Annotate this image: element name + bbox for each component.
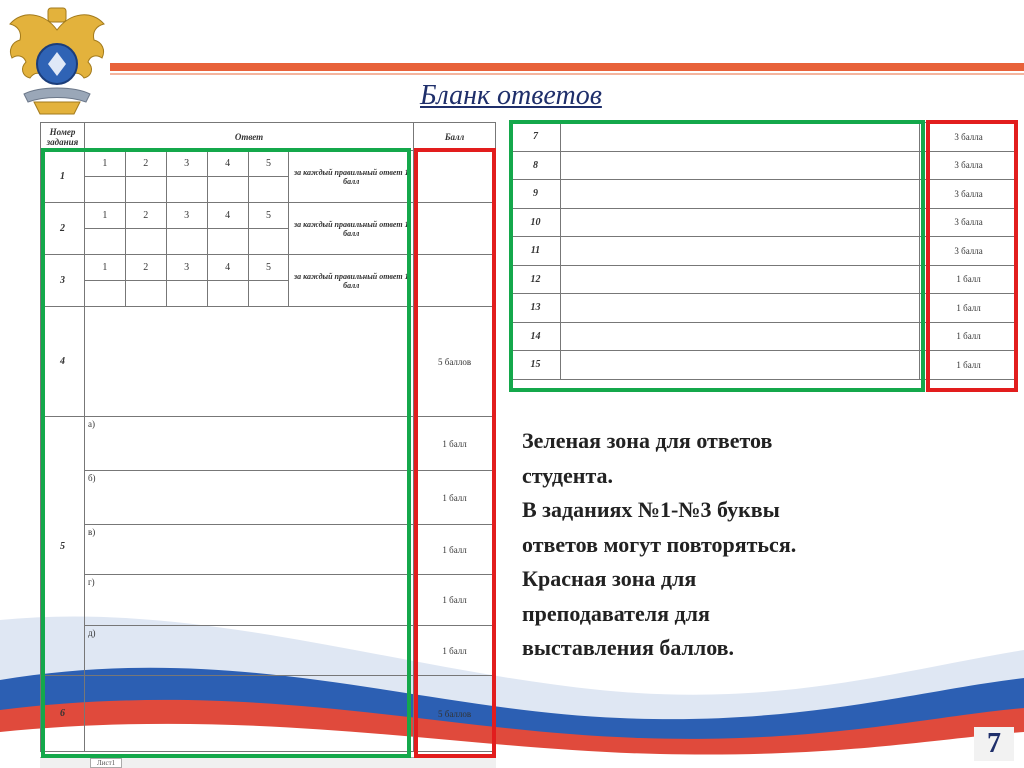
score-value: 1 балл	[414, 525, 496, 575]
double-headed-eagle-emblem-icon	[4, 2, 110, 120]
subtask-answer[interactable]: а)	[84, 417, 413, 471]
choice-number: 1	[84, 203, 125, 229]
choice-number: 2	[125, 255, 166, 281]
choice-number: 3	[166, 255, 207, 281]
description-line: преподавателя для	[522, 600, 710, 626]
description-line: выставления баллов.	[522, 635, 735, 660]
task-number: 3	[41, 255, 85, 307]
choice-number: 1	[84, 151, 125, 177]
page-number: 7	[974, 727, 1014, 761]
task-number: 9	[511, 180, 561, 209]
task-number: 8	[511, 151, 561, 180]
description-line: Красная зона для	[522, 566, 697, 591]
choice-number: 5	[248, 255, 289, 281]
score-value: 1 балл	[414, 575, 496, 626]
score-value: 5 баллов	[414, 307, 496, 417]
subtask-answer[interactable]: б)	[84, 471, 413, 525]
choice-number: 4	[207, 151, 248, 177]
score-value: 5 баллов	[414, 676, 496, 752]
scoring-note: за каждый правильный ответ 1 балл	[289, 151, 414, 203]
description-line: студента.	[522, 462, 614, 488]
choice-number: 3	[166, 203, 207, 229]
task-number: 11	[511, 237, 561, 266]
choice-number: 5	[248, 151, 289, 177]
choice-number: 4	[207, 255, 248, 281]
sheet-tab[interactable]: Лист1	[90, 758, 122, 768]
score-value: 1 балл	[414, 417, 496, 471]
score-value: 1 балл	[920, 294, 1018, 323]
task-number: 5	[41, 417, 85, 676]
choice-number: 2	[125, 203, 166, 229]
subtask-answer[interactable]: д)	[84, 626, 413, 676]
red-zone-right	[926, 120, 1018, 392]
description-line: В заданиях №1-№3 буквы	[522, 497, 780, 522]
green-zone-right	[509, 120, 925, 392]
score-value: 3 балла	[920, 151, 1018, 180]
red-zone-left	[414, 148, 496, 758]
task-number: 2	[41, 203, 85, 255]
task-number: 15	[511, 351, 561, 380]
description-text	[522, 424, 912, 666]
page-title: Бланк ответов	[420, 80, 602, 111]
score-value: 3 балла	[920, 180, 1018, 209]
score-value: 1 балл	[920, 265, 1018, 294]
task-number: 7	[511, 123, 561, 152]
task-number: 4	[41, 307, 85, 417]
header-accent-line-thin	[110, 73, 1024, 75]
choice-number: 5	[248, 203, 289, 229]
score-value: 3 балла	[920, 237, 1018, 266]
score-value: 3 балла	[920, 208, 1018, 237]
task-number: 14	[511, 322, 561, 351]
score-value: 1 балл	[414, 626, 496, 676]
score-value: 1 балл	[920, 322, 1018, 351]
task-number: 10	[511, 208, 561, 237]
sheet-tab-bar	[40, 757, 496, 768]
scoring-note: за каждый правильный ответ 1 балл	[289, 255, 414, 307]
subtask-answer[interactable]: в)	[84, 525, 413, 575]
score-value: 3 балла	[920, 123, 1018, 152]
description-line: ответов могут повторяться.	[522, 531, 797, 557]
task-number: 13	[511, 294, 561, 323]
subtask-answer[interactable]: г)	[84, 575, 413, 626]
choice-number: 4	[207, 203, 248, 229]
choice-number: 3	[166, 151, 207, 177]
green-zone-left	[41, 148, 411, 758]
header-answer: Ответ	[84, 123, 413, 151]
task-number: 12	[511, 265, 561, 294]
header-accent-line	[110, 63, 1024, 71]
score-value: 1 балл	[414, 471, 496, 525]
task-number: 6	[41, 676, 85, 752]
score-value: 1 балл	[920, 351, 1018, 380]
header-task-number: Номер задания	[41, 123, 85, 151]
choice-number: 2	[125, 151, 166, 177]
description-line: Зеленая зона для ответов	[522, 428, 773, 453]
scoring-note: за каждый правильный ответ 1 балл	[289, 203, 414, 255]
task-number: 1	[41, 151, 85, 203]
header-score: Балл	[414, 123, 496, 151]
choice-number: 1	[84, 255, 125, 281]
